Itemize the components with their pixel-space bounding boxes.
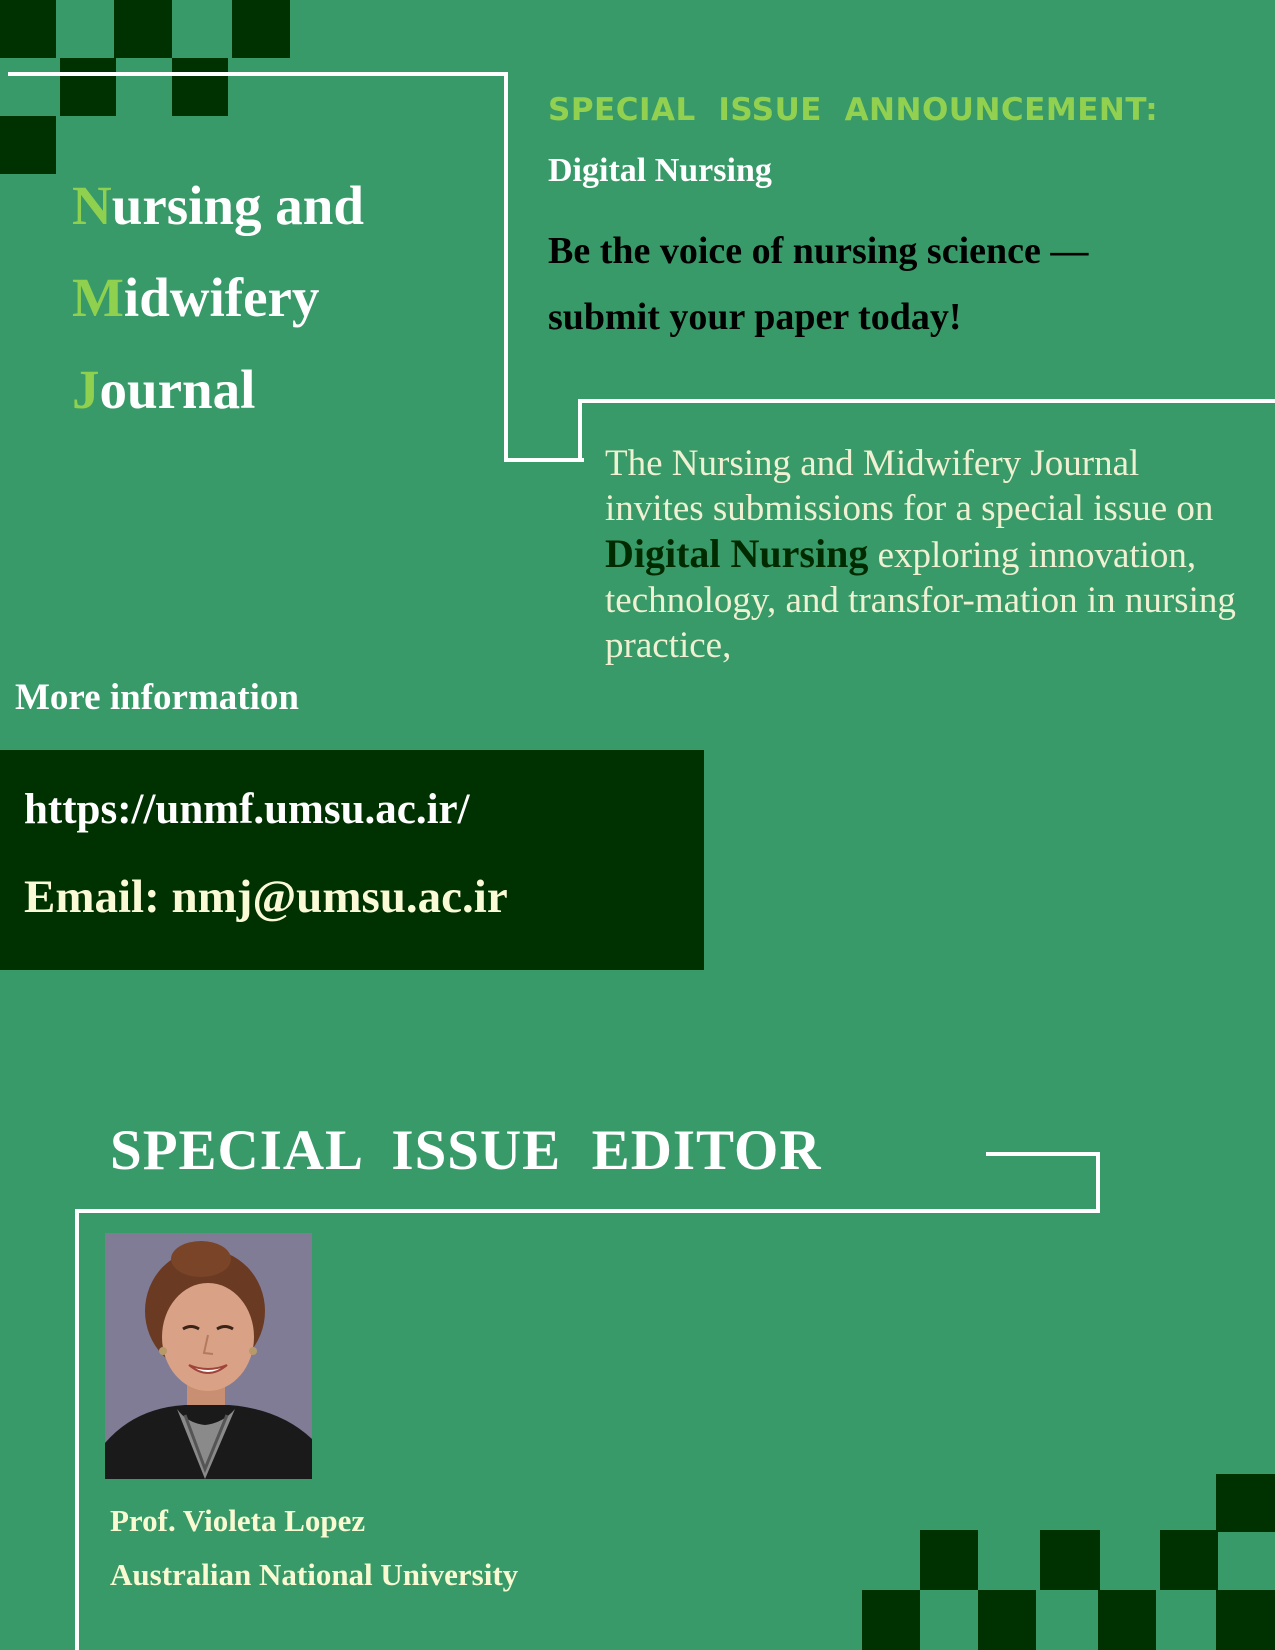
checker-square: [172, 58, 228, 116]
call-to-action-line: Be the voice of nursing science —: [548, 230, 1089, 272]
journal-title-initial: N: [72, 175, 112, 236]
more-info-label: More information: [15, 677, 299, 718]
checker-square: [920, 1530, 978, 1590]
journal-title-initial: M: [72, 267, 124, 328]
contact-box: [0, 750, 704, 970]
checker-square: [232, 0, 290, 58]
email-link[interactable]: Email: nmj@umsu.ac.ir: [24, 871, 508, 923]
journal-title-rest: idwifery: [123, 267, 320, 328]
frame-line: [578, 399, 1275, 403]
checker-square: [114, 0, 172, 58]
frame-line: [75, 1209, 79, 1650]
description-highlight: Digital Nursing: [605, 531, 869, 576]
journal-title-line: [72, 252, 364, 344]
call-to-action: [548, 218, 1088, 350]
website-link[interactable]: https://unmf.umsu.ac.ir/: [24, 786, 470, 833]
description-text: exploring innovation, technology, and transfor-mation in nursing practice,: [605, 535, 1236, 666]
checker-square: [862, 1590, 920, 1650]
checker-square: [1098, 1590, 1156, 1650]
frame-line: [504, 72, 508, 462]
journal-title-rest: ournal: [99, 359, 256, 420]
journal-title-line: [72, 344, 364, 436]
journal-title-line: [72, 160, 364, 252]
frame-line: [75, 1209, 1100, 1213]
frame-line: [1096, 1152, 1100, 1212]
editor-photo: [105, 1233, 312, 1479]
journal-title-initial: J: [72, 359, 100, 420]
checker-square: [978, 1590, 1036, 1650]
description-text: The Nursing and Midwifery Journal invites submissions for a special issue on: [605, 443, 1214, 529]
description-paragraph: [605, 441, 1245, 668]
editor-affiliation: Australian National University: [110, 1557, 519, 1592]
frame-line: [578, 400, 582, 462]
frame-line: [8, 72, 508, 76]
checker-square: [1216, 1590, 1275, 1650]
journal-title: [72, 160, 364, 436]
announcement-label: SPECIAL ISSUE ANNOUNCEMENT:: [548, 92, 1159, 128]
journal-title-rest: ursing and: [111, 175, 364, 236]
issue-topic: Digital Nursing: [548, 152, 772, 189]
call-to-action-line: submit your paper today!: [548, 296, 962, 338]
checker-square: [0, 0, 56, 58]
checker-square: [1160, 1530, 1218, 1590]
checker-square: [60, 58, 116, 116]
frame-line: [504, 458, 584, 462]
checker-square: [0, 116, 56, 174]
checker-square: [1216, 1474, 1275, 1532]
checker-square: [1040, 1530, 1100, 1590]
editor-heading: SPECIAL ISSUE EDITOR: [110, 1119, 822, 1182]
frame-line: [986, 1152, 1100, 1156]
editor-name: Prof. Violeta Lopez: [110, 1503, 366, 1538]
